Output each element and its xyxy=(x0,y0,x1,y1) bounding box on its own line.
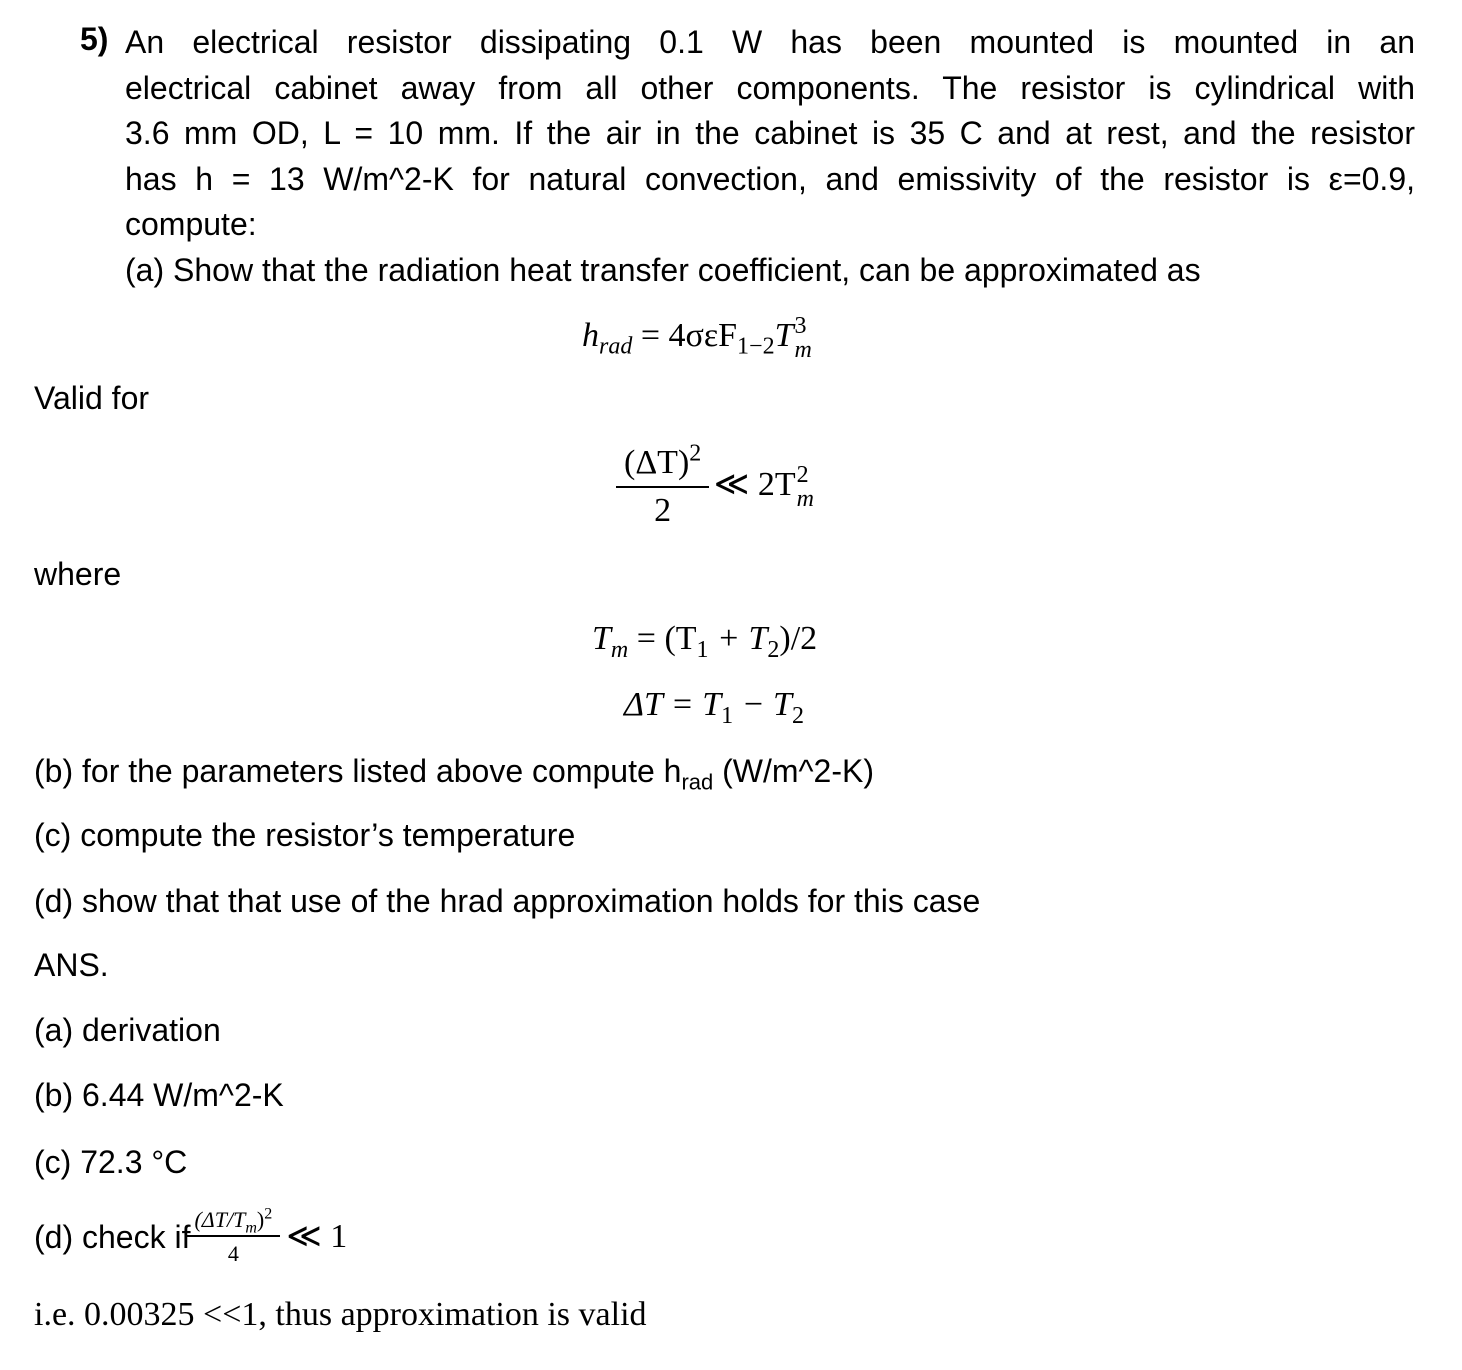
answer-d: (d) check if $\frac{(\Delta T/T_m)^2}{4}$ ≪ 1 xyxy=(34,1205,348,1267)
part-c-prompt: (c) compute the resistor’s temperature xyxy=(34,817,576,853)
question-number: 5) xyxy=(80,21,109,57)
answers-label: ANS. xyxy=(34,947,109,983)
question-line: electrical cabinet away from all other components. The resistor is cylindrical with xyxy=(125,69,1415,106)
hrad-formula: $h_{rad} = 4\sigma\varepsilon F_{1-2}T$ 3 m xyxy=(582,313,812,363)
answer-a: (a) derivation xyxy=(34,1012,221,1048)
valid-for-label: Valid for xyxy=(34,380,150,416)
where-label: where xyxy=(34,556,122,592)
question-text xyxy=(125,20,1415,294)
question-line: compute: xyxy=(125,206,257,243)
validity-condition: $\frac{(\Delta T)^2}{2}$ ≪ 2T 2 m xyxy=(620,444,814,530)
answer-b: (b) 6.44 W/m^2-K xyxy=(34,1077,284,1113)
tm-equation: $T_m = (T_1 + T_2)/2$ xyxy=(592,620,818,663)
part-a-prompt: (a) Show that the radiation heat transfer coefficient, can be approximated as xyxy=(125,251,1201,288)
delta-t-equation: $\Delta T = T_1 - T_2$ xyxy=(624,686,804,729)
answer-c: (c) 72.3 °C xyxy=(34,1144,188,1180)
question-line: 3.6 mm OD, L = 10 mm. If the air in the cabinet is 35 C and at rest, and the resistor xyxy=(125,115,1415,152)
part-d-prompt: (d) show that that use of the hrad approximation holds for this case xyxy=(34,883,981,919)
answer-conclusion: i.e. 0.00325 <<1, thus approximation is valid xyxy=(34,1296,647,1333)
question-line: has h = 13 W/m^2-K for natural convection, and emissivity of the resistor is ε=0.9, xyxy=(125,160,1415,197)
question-line: An electrical resistor dissipating 0.1 W has been mounted is mounted in an xyxy=(125,24,1415,60)
part-b-prompt: (b) for the parameters listed above compute $h_{rad}$ (W/m^2-K) xyxy=(34,753,874,795)
